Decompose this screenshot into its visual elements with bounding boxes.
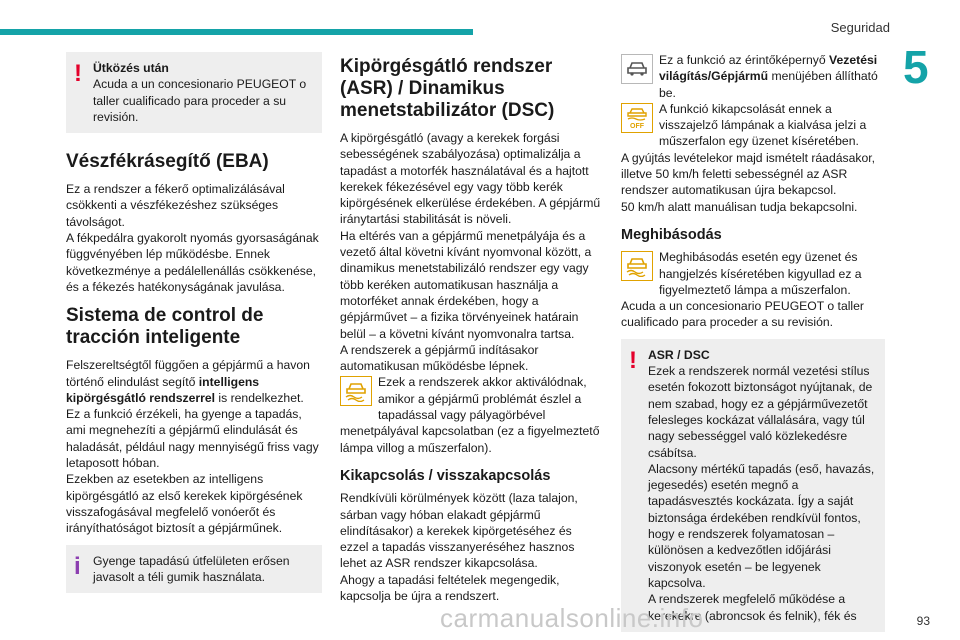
touchscreen-setting-block [621,52,885,101]
chapter-number: 5 [903,41,929,93]
warning-exclamation-icon: ! [74,60,82,87]
asr-paragraph-1: A kipörgésgátló (avagy a kerekek forgási sebességének szabályozása) optimalizálja a tapadást a motorfék használatával és a hajtott kerekek fékezésével egy vagy több kerék kipörgésének elkerülése érdekében. A gépjármű iránytartási stabilitását is növeli. [340,131,601,227]
asr-activation-block [340,374,602,455]
off-paragraph: A funkció kikapcsolását ennek a visszajelző lámpának a kialvása jelzi a műszerfalon egy üzenet kíséretében. [659,101,867,149]
eba-paragraph-1: Ez a rendszer a fékerő optimalizálásával csökkenti a vészfékezéshez szükséges távolságot. [66,182,285,229]
off-indicator-block [621,101,885,150]
eba-heading: Vészfékrásegítő (EBA) [66,151,269,173]
warning-exclamation-icon: ! [629,346,637,374]
malfunction-paragraph: Meghibásodás esetén egy üzenet és hangjelzés kíséretében kigyullad ez a figyelmeztető lámpa a műszerfalon. [659,250,862,297]
reactivation-paragraph: A gyújtás levételekor majd ismételt ráadásakor, illetve 50 km/h feletti sebességnél az ASR rendszer automatikusan újra bekapcsol. [621,150,876,198]
warning-box-collision [66,52,322,133]
asr-dsc-heading: Kipörgésgátló rendszer (ASR) / Dinamikus menetstabilizátor (DSC) [340,56,555,121]
asr-paragraph-3: A rendszerek a gépjármű indításakor automatikusan működésbe lépnek. [340,342,539,374]
traction-paragraph-2: Ez a funkció érzékeli, ha gyenge a tapadás, ami megnehezíti a gépjármű elindulását és haladását, például nagy mennyiségű friss vagy letaposott hóban. [66,407,319,471]
section-title: Seguridad [830,20,890,35]
header-accent-bar [0,29,473,35]
warning-title: ASR / DSC [648,347,710,362]
info-box-winter-tyres [66,545,322,594]
info-icon: i [74,552,81,580]
dealer-paragraph: Acuda a un concesionario PEUGEOT o taller cualificado para proceder a su revisión. [621,299,864,330]
asr-paragraph-6: Ahogy a tapadási feltételek megengedik, kapcsolja be újra a rendszert. [340,572,560,604]
column-1 [66,52,322,611]
malfunction-heading: Meghibásodás [621,226,722,243]
disable-heading: Kikapcsolás / visszakapcsolás [340,467,551,484]
column-2 [340,52,602,604]
asr-paragraph-2: Ha eltérés van a gépjármű menetpályája és a vezető által követni kívánt nyomvonal között, a dinamikus menetstabilizáló rendszer egy vagy több keréken automatikusan használja a motorféket annak érdekében, hogy a gépjárművet – a fizika törvényeinek határain belül – a követni kívánt nyomvonalra tartsa. [340,228,592,341]
warning-box-asr-dsc [621,339,885,632]
setting-paragraph: Ez a funkció az érintőképernyő Vezetési világítás/Gépjármű menüjében állítható be. [659,53,878,100]
warning-title: Ütközés után [93,61,169,75]
asr-paragraph-4: Ezek a rendszerek akkor aktiválódnak, amikor a gépjármű problémát észlel a tapadással vagy pályagörbével menetpályával kapcsolatban (ez a figyelmeztető lámpa villog a műszerfalon). [340,375,600,455]
warning-paragraph-1: Ezek a rendszerek normál vezetési stílus esetén fokozott biztonságot nyújtanak, de nem szabad, hogy ez a gépjárművezetőt felesleges kockázat vállalására, vagy túl nagy sebességgel való közlekedésre csábítsa. [648,364,873,460]
traction-paragraph-3: Ezekben az esetekben az intelligens kipörgésgátló az első kerekek kipörgésének visszafogásával megfelelő vonóerőt és irányíthatóságot biztosít a gépjárműnek. [66,472,303,536]
eba-paragraph-2: A fékpedálra gyakorolt nyomás gyorsaságának függvényében lép működésbe. Ennek következménye a pedálellenállás csökkenése, és a fékezés hatékonyságának javulása. [66,231,319,294]
skid-off-lamp-icon [621,103,653,133]
page-number: 93 [916,614,930,628]
warning-paragraph-2: Alacsony mértékű tapadás (eső, havazás, jegesedés) esetén megnő a tapadásvesztés kockázata. Így a saját biztonsága érdekében rendkívül fontos, hogy e rendszerek folyamatosan – különösen a kedvezőtlen időjárási viszonyok esetén – be legyenek kapcsolva. [648,461,875,590]
warning-paragraph-3: A rendszerek megfelelő működése a kerekekre (abroncsok és felnik), fék és [648,592,857,623]
warning-text: Acuda a un concesionario PEUGEOT o taller cualificado para proceder a su revisión. [93,77,307,124]
traction-paragraph-1: Felszereltségtől függően a gépjármű a havon történő elindulást segítő intelligens kipörgésgátló rendszerrel is rendelkezhet. [66,358,310,405]
car-settings-icon [621,54,653,84]
skid-warning-lamp-icon [340,376,372,406]
manual-activation-paragraph: 50 km/h alatt manuálisan tudja bekapcsolni. [621,199,858,214]
info-text: Gyenge tapadású útfelületen erősen javasolt a téli gumik használata. [93,553,290,584]
traction-heading: Sistema de control de tracción inteligente [66,305,264,349]
watermark: carmanualsonline.info [440,603,704,633]
skid-fault-lamp-icon [621,251,653,281]
asr-paragraph-5: Rendkívüli körülmények között (laza talajon, sárban vagy hóban elakadt gépjármű elindításakor) a kerekek kipörgetéséhez és ezzel a tapadás visszanyeréséhez hasznos lehet az ASR rendszer kikapcsolása. [340,491,578,571]
svg-text:OFF: OFF [630,122,644,130]
malfunction-block [621,249,885,298]
column-3 [621,52,885,632]
